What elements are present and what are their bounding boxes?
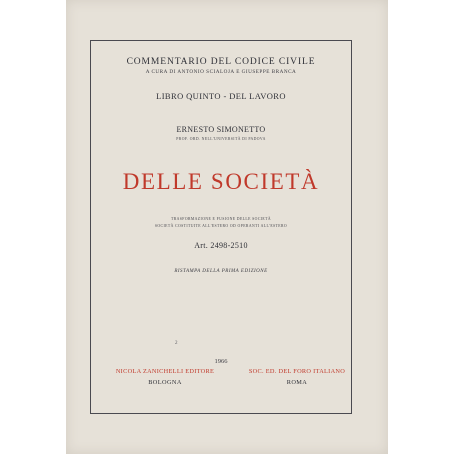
publication-year: 1966 [214, 358, 228, 365]
subtitle-line-1: TRASFORMAZIONE E FUSIONE DELLE SOCIETÀ [171, 217, 271, 221]
publisher-right: SOC. ED. DEL FORO ITALIANO [248, 368, 346, 375]
publisher-left: NICOLA ZANICHELLI EDITORE [115, 368, 215, 375]
cover-frame [90, 40, 352, 414]
book-title: DELLE SOCIETÀ [122, 169, 320, 194]
city-right: ROMA [286, 379, 308, 386]
editors: A CURA DI ANTONIO SCIALOJA E GIUSEPPE BRANCA [145, 69, 297, 75]
book-cover [66, 0, 388, 454]
book-part: LIBRO QUINTO - DEL LAVORO [156, 91, 286, 101]
small-mark: 2 [175, 341, 178, 346]
reprint-note: RISTAMPA DELLA PRIMA EDIZIONE [174, 269, 268, 274]
series-title: COMMENTARIO DEL CODICE CIVILE [126, 57, 316, 67]
article-range: Art. 2498-2510 [194, 241, 248, 250]
city-left: BOLOGNA [148, 379, 182, 386]
subtitle-line-2: SOCIETÀ COSTITUITE ALL'ESTERO OD OPERANTI ALL'ESTERO [154, 224, 288, 228]
author-name: ERNESTO SIMONETTO [176, 125, 266, 134]
author-affiliation: PROF. ORD. NELL'UNIVERSITÀ DI PADOVA [176, 137, 266, 141]
